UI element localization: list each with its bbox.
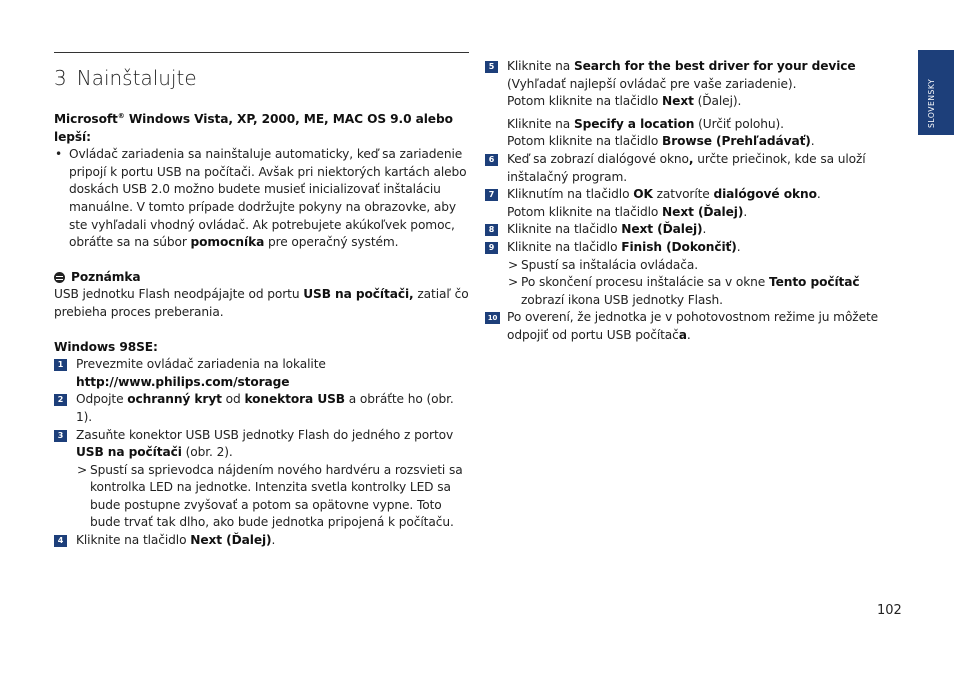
note-text-bold: USB na počítači, — [303, 287, 414, 302]
step-text: zatvoríte — [652, 187, 714, 202]
step-text: Potom kliknite na tlačidlo — [507, 134, 663, 149]
result-text: Spustí sa inštalácia ovládača. — [521, 257, 699, 272]
step-text-bold: dialógové okno — [713, 187, 817, 202]
right-column — [485, 58, 905, 345]
philips-storage-link[interactable]: http://www.philips.com/storage — [76, 374, 290, 389]
step-number-badge: 5 — [485, 61, 498, 73]
step-text: Keď sa zobrazí dialógové okno — [507, 151, 689, 166]
note-icon — [54, 272, 65, 283]
bullet-marker: • — [55, 147, 63, 162]
step-text-bold: Finish (Dokončiť) — [621, 239, 737, 254]
step-5 — [485, 58, 905, 151]
requirements-bullet — [54, 146, 472, 252]
step-number-badge: 7 — [485, 189, 498, 201]
registered-mark: ® — [117, 111, 125, 120]
note-text — [54, 286, 472, 321]
note-heading — [54, 269, 472, 287]
step-text: Kliknite na — [507, 116, 574, 131]
step-text: (obr. 2). — [181, 445, 233, 460]
section-title: Nainštalujte — [76, 66, 197, 90]
language-tab-label: SLOVENSKY — [927, 78, 936, 128]
note-text-a: USB jednotku Flash neodpájajte od portu — [54, 287, 304, 302]
language-tab — [918, 50, 954, 135]
requirements-heading-rest: Windows Vista, XP, 2000, ME, MAC OS 9.0 alebo lepší: — [54, 112, 453, 144]
step-7 — [485, 186, 905, 221]
step-text-bold: , — [688, 151, 694, 166]
requirements-heading-os: Microsoft — [54, 112, 118, 126]
step-9-result-1 — [507, 257, 905, 275]
step-text-bold: konektora USB — [244, 392, 345, 407]
step-text: (Ďalej). — [693, 94, 742, 109]
step-6 — [485, 151, 905, 186]
step-3-result — [76, 462, 472, 532]
step-9 — [485, 239, 905, 309]
win98-step-3 — [54, 427, 472, 533]
step-number-badge: 8 — [485, 224, 498, 236]
step-number-badge: 6 — [485, 154, 498, 166]
step-text: určte priečinok, kde sa uloží inštalačný program. — [507, 151, 866, 184]
step-text: . — [810, 134, 815, 149]
requirements-text-a: Ovládač zariadenia sa nainštaluje automaticky, keď sa zariadenie pripojí k portu USB na počítači. Avšak pri niektorých kartách alebo doskách USB 2.0 možno budete musieť inicializovať inštaláciu manuálne. V tomto prípade dodržujte pokyny na obrazovke, aby ste vyhľadali vhodný ovládač. Ak potrebujete akúkoľvek pomoc, obráťte sa na súbor — [69, 147, 467, 250]
step-text: Kliknutím na tlačidlo — [507, 187, 634, 202]
step-text-bold: a — [678, 327, 687, 342]
step-number-badge: 2 — [54, 394, 67, 406]
step-number-badge: 3 — [54, 430, 67, 442]
section-number: 3 — [54, 66, 67, 90]
step-text: od — [221, 392, 245, 407]
requirements-text-b: pre operačný systém. — [264, 235, 399, 250]
note-text-b: zatiaľ čo prebieha proces preberania. — [54, 287, 469, 319]
step-text-bold: USB na počítači — [76, 445, 182, 460]
step-text: Kliknite na — [507, 59, 574, 73]
result-text-a: Po skončení procesu inštalácie sa v okne — [521, 275, 769, 290]
step-text-bold: Specify a location — [573, 116, 695, 131]
step-text: Kliknite na tlačidlo — [76, 533, 191, 548]
step-text: Odpojte — [76, 392, 128, 407]
step-text: Potom kliknite na tlačidlo — [507, 204, 663, 219]
step-text: Kliknite na tlačidlo — [507, 222, 622, 237]
step-number-badge: 4 — [54, 535, 67, 547]
step-5-line — [507, 93, 905, 111]
step-text-bold: Search for the best driver for your device — [573, 59, 856, 73]
result-text-bold: Tento počítač — [768, 275, 860, 290]
step-8 — [485, 221, 905, 239]
step-text-bold: Next (Ďalej) — [621, 222, 703, 237]
step-text: . — [702, 222, 707, 237]
step-text: . — [816, 187, 821, 202]
step-text-bold: Next (Ďalej) — [662, 204, 744, 219]
step-text: Prevezmite ovládač zariadenia na lokalite — [76, 357, 326, 372]
step-7-line — [507, 204, 905, 222]
step-text: (Vyhľadať najlepší ovládač pre vaše zariadenie). — [507, 76, 797, 91]
step-text: Zasuňte konektor USB USB jednotky Flash do jedného z portov — [76, 427, 454, 442]
step-text: a obráťte ho (obr. 1). — [76, 392, 454, 424]
requirements-text-bold: pomocníka — [190, 235, 265, 250]
step-text: Potom kliknite na tlačidlo — [507, 94, 663, 109]
win98-step-4 — [54, 532, 472, 550]
step-text: Kliknite na tlačidlo — [507, 239, 622, 254]
step-text: . — [686, 327, 691, 342]
step-text: . — [743, 204, 748, 219]
result-marker: > — [508, 275, 519, 290]
requirements-heading — [54, 111, 472, 146]
win98-step-2 — [54, 391, 472, 426]
step-text-bold: Browse (Prehľadávať) — [662, 134, 811, 149]
step-text: (Určiť polohu). — [694, 116, 784, 131]
section-heading — [54, 66, 197, 90]
step-text: . — [271, 533, 276, 548]
step-text-bold: Next (Ďalej) — [190, 533, 272, 548]
result-text-c: zobrazí ikona USB jednotky Flash. — [521, 292, 723, 307]
step-text: Po overení, že jednotka je v pohotovostnom režime ju môžete odpojiť od portu USB počítač — [507, 310, 879, 342]
step-text-bold: Next — [662, 94, 694, 109]
requirements-text — [69, 146, 472, 252]
step-number-badge: 10 — [485, 312, 500, 324]
step-text-bold: ochranný kryt — [127, 392, 222, 407]
result-text: Spustí sa sprievodca nájdením nového hardvéru a rozsvieti sa kontrolka LED na jednotke. Intenzita svetla kontrolky LED sa bude postupne zvyšovať a potom sa opätovne vypne. Toto bude trvať tak dlho, ako bude jednotka pripojená k počítaču. — [90, 462, 463, 530]
left-column — [54, 111, 472, 550]
win98-step-1 — [54, 356, 472, 391]
result-text — [521, 274, 905, 309]
page-number: 102 — [877, 603, 902, 618]
win98-heading: Windows 98SE: — [54, 339, 158, 354]
note-title: Poznámka — [71, 269, 141, 284]
step-10 — [485, 309, 905, 344]
step-text: . — [736, 239, 741, 254]
step-5-line — [507, 116, 905, 134]
step-number-badge: 9 — [485, 242, 498, 254]
step-text-bold: OK — [633, 187, 653, 202]
heading-rule — [54, 52, 469, 53]
step-5-line — [507, 133, 905, 151]
result-marker: > — [508, 257, 519, 272]
step-number-badge: 1 — [54, 359, 67, 371]
result-marker: > — [77, 462, 88, 477]
step-9-result-2 — [507, 274, 905, 309]
